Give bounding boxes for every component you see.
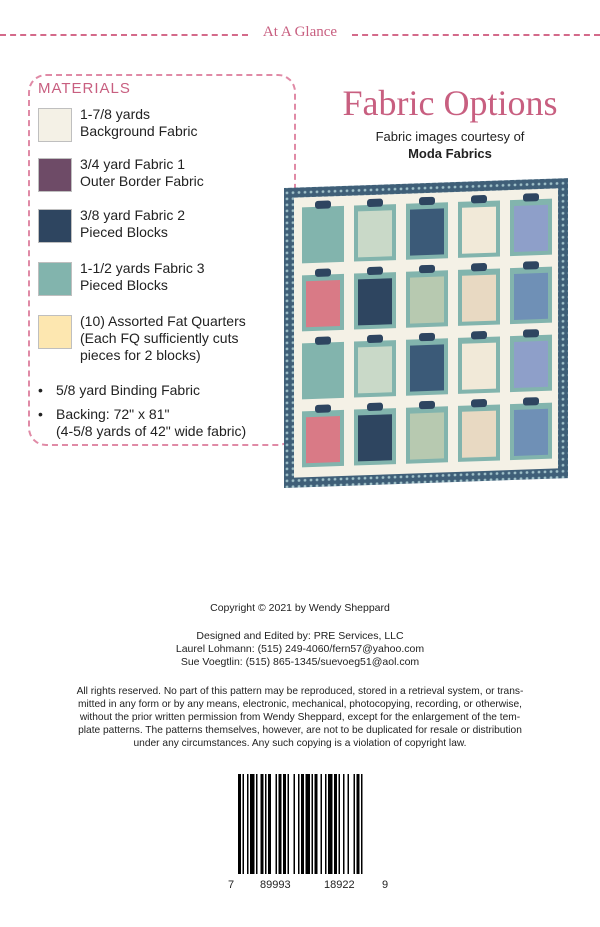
quilt-block-clip <box>367 403 383 412</box>
material-line: 3/4 yard Fabric 1 <box>80 156 186 172</box>
barcode-bar <box>361 774 363 874</box>
material-line: pieces for 2 blocks) <box>80 347 201 363</box>
quilt-block-clip <box>471 399 487 408</box>
contact-line: Laurel Lohmann: (515) 249-4060/fern57@yahoo.com <box>175 643 425 655</box>
material-swatch <box>38 108 72 142</box>
material-line: 1-1/2 yards Fabric 3 <box>80 260 205 276</box>
quilt-block-fabric <box>514 205 548 252</box>
barcode-bar <box>312 774 314 874</box>
material-swatch <box>38 158 72 192</box>
quilt-block-fabric <box>514 341 548 388</box>
quilt-block-clip <box>419 197 435 206</box>
contact-line: Sue Voegtlin: (515) 865-1345/suevoeg51@aol.com <box>180 656 420 668</box>
barcode-bar <box>298 774 300 874</box>
quilt-block-clip <box>367 199 383 208</box>
quilt-block-fabric <box>462 411 496 458</box>
quilt-block-fabric <box>306 280 340 327</box>
rights-line: mitted in any form or by any means, electronic, mechanical, photocopying, recording, or otherwise, <box>78 699 522 710</box>
quilt-block-fabric <box>306 212 340 259</box>
rights-line: under any circumstances. Any such copying is a violation of copyright law. <box>133 738 467 749</box>
material-line: (10) Assorted Fat Quarters <box>80 313 246 329</box>
designed-line: Designed and Edited by: PRE Services, LLC <box>196 630 404 642</box>
materials-heading: MATERIALS <box>38 80 131 97</box>
quilt-block-clip <box>419 401 435 410</box>
material-line: Pieced Blocks <box>80 277 168 293</box>
rights-line: plate patterns. The patterns themselves, however, are not to be duplicated for resale or distribution <box>78 725 522 736</box>
material-text <box>80 313 296 364</box>
quilt-block-clip <box>471 195 487 204</box>
material-line: Background Fabric <box>80 123 198 139</box>
quilt-block-clip <box>419 333 435 342</box>
quilt-block-clip <box>471 331 487 340</box>
material-line: Outer Border Fabric <box>80 173 204 189</box>
quilt-block-fabric <box>514 409 548 456</box>
quilt-block-clip <box>523 397 539 406</box>
barcode-bar <box>343 774 345 874</box>
barcode-digit: 18922 <box>324 879 355 891</box>
barcode-bar <box>288 774 290 874</box>
bullet-text <box>56 382 296 399</box>
material-text <box>80 260 296 294</box>
bullet-line: 5/8 yard Binding Fabric <box>56 382 200 398</box>
material-swatch <box>38 262 72 296</box>
fabric-courtesy <box>300 128 600 162</box>
material-text <box>80 156 296 190</box>
material-swatch <box>38 315 72 349</box>
bullet-text <box>56 406 296 440</box>
barcode-bar <box>325 774 327 874</box>
quilt-block-fabric <box>306 416 340 463</box>
quilt-block-fabric <box>410 276 444 323</box>
quilt-block-clip <box>523 261 539 270</box>
header <box>0 24 600 48</box>
header-divider-left <box>0 34 248 36</box>
courtesy-text: Fabric images courtesy of <box>375 129 525 144</box>
barcode-bar <box>334 774 337 874</box>
barcode-bar <box>276 774 278 874</box>
barcode-bar <box>306 774 311 874</box>
courtesy-brand: Moda Fabrics <box>408 146 492 161</box>
quilt-block-clip <box>367 335 383 344</box>
quilt-block-clip <box>471 263 487 272</box>
material-text <box>80 207 296 241</box>
quilt-block-fabric <box>306 348 340 395</box>
quilt-block-fabric <box>462 343 496 390</box>
barcode-bar <box>283 774 286 874</box>
bullet-line: Backing: 72" x 81" <box>56 406 170 422</box>
quilt-block-clip <box>523 193 539 202</box>
barcode-bar <box>328 774 333 874</box>
material-line: (Each FQ sufficiently cuts <box>80 330 239 346</box>
barcode-digit: 9 <box>382 879 389 891</box>
material-text <box>80 106 296 140</box>
material-swatch <box>38 209 72 243</box>
barcode-bar <box>279 774 282 874</box>
barcode-bar <box>247 774 249 874</box>
barcode-bar <box>268 774 271 874</box>
barcode <box>224 770 394 894</box>
material-line: 1-7/8 yards <box>80 106 151 122</box>
credits-block <box>0 630 600 669</box>
quilt-block-clip <box>315 268 331 277</box>
quilt-block-fabric <box>358 414 392 461</box>
barcode-bar <box>354 774 356 874</box>
quilt-block-clip <box>315 404 331 413</box>
rights-line: All rights reserved. No part of this pattern may be reproduced, stored in a retrieval system, or trans- <box>76 686 524 697</box>
barcode-bar <box>339 774 341 874</box>
quilt-block-fabric <box>410 344 444 391</box>
quilt-block-fabric <box>462 207 496 254</box>
barcode-bar <box>256 774 258 874</box>
quilt-image <box>284 170 568 494</box>
barcode-bar <box>348 774 350 874</box>
header-divider-right <box>352 34 600 36</box>
quilt-block-fabric <box>358 278 392 325</box>
bullet-dot-icon: • <box>38 382 43 398</box>
quilt-block-clip <box>315 200 331 209</box>
quilt-block-clip <box>419 265 435 274</box>
barcode-bar <box>321 774 323 874</box>
quilt-block-fabric <box>358 346 392 393</box>
material-line: 3/8 yard Fabric 2 <box>80 207 186 223</box>
barcode-bar <box>250 774 255 874</box>
quilt-block-fabric <box>410 208 444 255</box>
bullet-dot-icon: • <box>38 406 43 422</box>
barcode-bar <box>315 774 318 874</box>
barcode-bar <box>261 774 264 874</box>
barcode-bar <box>357 774 360 874</box>
barcode-digit: 7 <box>228 879 235 891</box>
quilt-block-clip <box>315 336 331 345</box>
barcode-bar <box>238 774 241 874</box>
barcode-bar <box>301 774 304 874</box>
copyright-line: Copyright © 2021 by Wendy Sheppard <box>210 602 390 614</box>
material-line: Pieced Blocks <box>80 224 168 240</box>
barcode-digit: 89993 <box>260 879 291 891</box>
quilt-block-clip <box>523 329 539 338</box>
quilt-block-fabric <box>358 210 392 257</box>
barcode-bar <box>265 774 267 874</box>
quilt-block-clip <box>367 267 383 276</box>
quilt-block-fabric <box>410 412 444 459</box>
quilt-block-fabric <box>514 273 548 320</box>
rights-notice <box>36 685 564 750</box>
barcode-bar <box>243 774 245 874</box>
fabric-options-title: Fabric Options <box>342 83 558 123</box>
barcode-bar <box>294 774 296 874</box>
header-title: At A Glance <box>262 24 338 40</box>
quilt-block-fabric <box>462 275 496 322</box>
rights-line: without the prior written permission from Wendy Sheppard, except for the enlargement of the tem- <box>79 712 521 723</box>
bullet-line: (4-5/8 yards of 42" wide fabric) <box>56 423 247 439</box>
